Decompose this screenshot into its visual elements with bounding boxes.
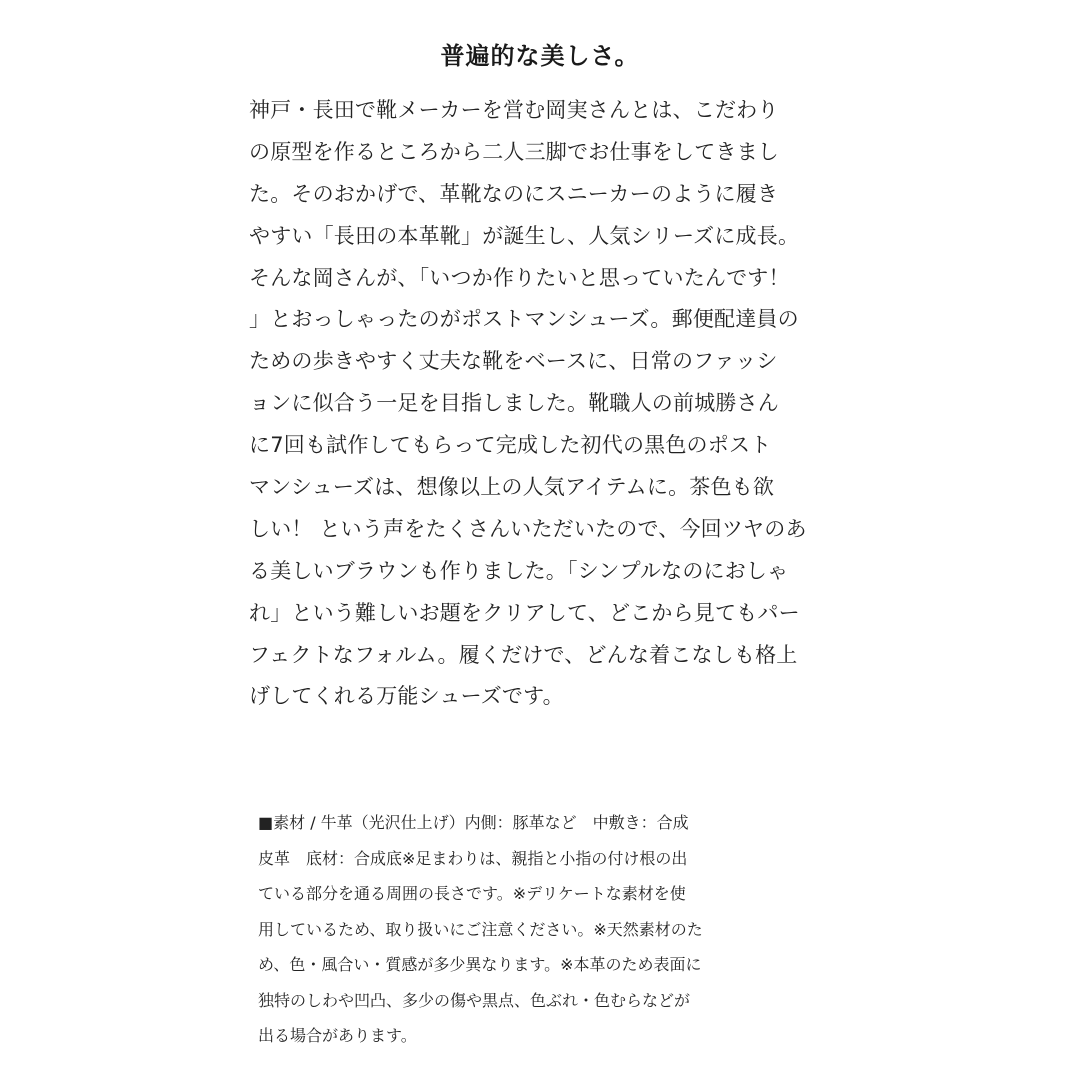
description-line: 」とおっしゃったのがポストマンシューズ。郵便配達員の xyxy=(249,307,799,332)
notes-line: 出る場合があります。 xyxy=(258,1026,417,1045)
notes-line: ている部分を通る周囲の長さです。※デリケートな素材を使 xyxy=(258,884,686,903)
description-line: マンシューズは、想像以上の人気アイテムに。茶色も欲 xyxy=(249,475,775,500)
description-line: 神戸・長田で靴メーカーを営む岡実さんとは、こだわり xyxy=(249,98,779,122)
description-line: ョンに似合う一足を目指しました。靴職人の前城勝さん xyxy=(249,391,779,416)
material-notes xyxy=(258,805,728,1054)
description-line: の原型を作るところから二人三脚でお仕事をしてきまし xyxy=(249,139,779,164)
description-line: る美しいブラウンも作りました。「シンプルなのにおしゃ xyxy=(249,558,789,583)
notes-line: 用しているため、取り扱いにご注意ください。※天然素材のた xyxy=(258,919,703,939)
description-line: れ」という難しいお題をクリアして、どこから見てもパー xyxy=(249,600,800,625)
notes-line: 独特のしわや凹凸、多少の傷や黒点、色ぶれ・色むらなどが xyxy=(258,990,691,1010)
description-paragraph xyxy=(249,90,819,718)
description-line: そんな岡さんが、「いつか作りたいと思っていたんです！ xyxy=(249,265,790,290)
page-title: 普遍的な美しさ。 xyxy=(440,42,640,70)
description-line: やすい「長田の本革靴」が誕生し、人気シリーズに成長。 xyxy=(249,223,800,248)
notes-line: 皮革 底材：合成底※足まわりは、親指と小指の付け根の出 xyxy=(258,848,688,868)
description-line: た。そのおかげで、革靴なのにスニーカーのように履き xyxy=(249,181,779,206)
description-line: フェクトなフォルム。履くだけで、どんな着こなしも格上 xyxy=(249,642,798,667)
notes-line: ■素材 / 牛革（光沢仕上げ）内側：豚革など 中敷き：合成 xyxy=(258,813,689,832)
description-line: に7回も試作してもらって完成した初代の黒色のポスト xyxy=(249,433,772,458)
description-line: しい！ という声をたくさんいただいたので、今回ツヤのあ xyxy=(249,516,807,541)
description-line: げしてくれる万能シューズです。 xyxy=(249,684,564,709)
notes-line: め、色・風合い・質感が多少異なります。※本革のため表面に xyxy=(258,955,702,974)
description-line: ための歩きやすく丈夫な靴をベースに、日常のファッシ xyxy=(249,349,778,374)
